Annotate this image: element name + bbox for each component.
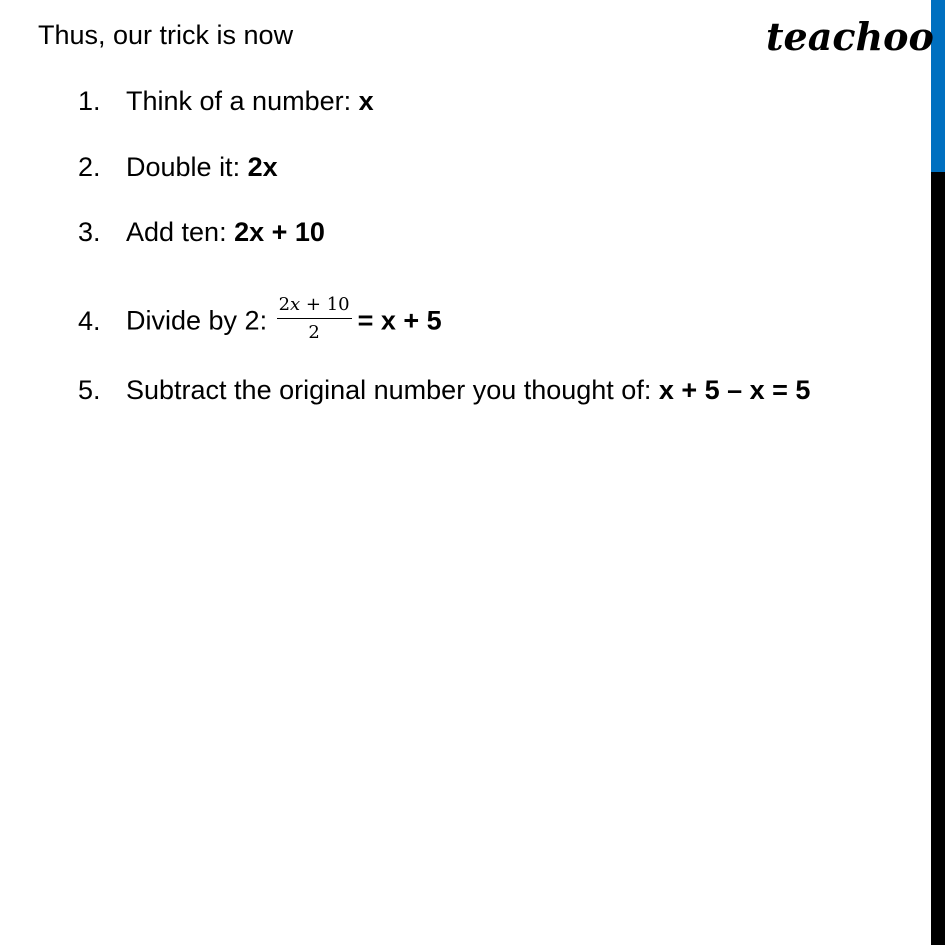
fraction-numerator: 2x + 10 (277, 294, 352, 319)
step-text: Double it: (126, 152, 248, 182)
step-number: 5. (78, 375, 101, 405)
step-1 (78, 86, 374, 117)
step-expression: = x + 5 (357, 305, 442, 336)
teachoo-logo: teachoo (766, 14, 934, 59)
step-expression: x (358, 86, 374, 116)
step-expression: x + 5 – x = 5 (658, 375, 811, 405)
step-text: Subtract the original number you thought of: (126, 375, 659, 405)
step-5 (78, 375, 810, 406)
step-2 (78, 152, 278, 183)
step-4 (78, 294, 442, 347)
step-expression: 2x + 10 (234, 217, 325, 247)
step-text: Divide by 2: (126, 305, 275, 336)
step-number: 1. (78, 86, 101, 116)
step-expression: 2x (247, 152, 278, 182)
fraction (277, 294, 352, 343)
sidebar-dark-bar (931, 172, 945, 945)
step-number: 2. (78, 152, 101, 182)
step-number: 3. (78, 217, 101, 247)
step-3 (78, 217, 325, 248)
fraction-denominator: 2 (308, 322, 320, 343)
step-number: 4. (78, 305, 101, 336)
step-text: Think of a number: (126, 86, 359, 116)
intro-text: Thus, our trick is now (38, 20, 294, 50)
step-text: Add ten: (126, 217, 235, 247)
